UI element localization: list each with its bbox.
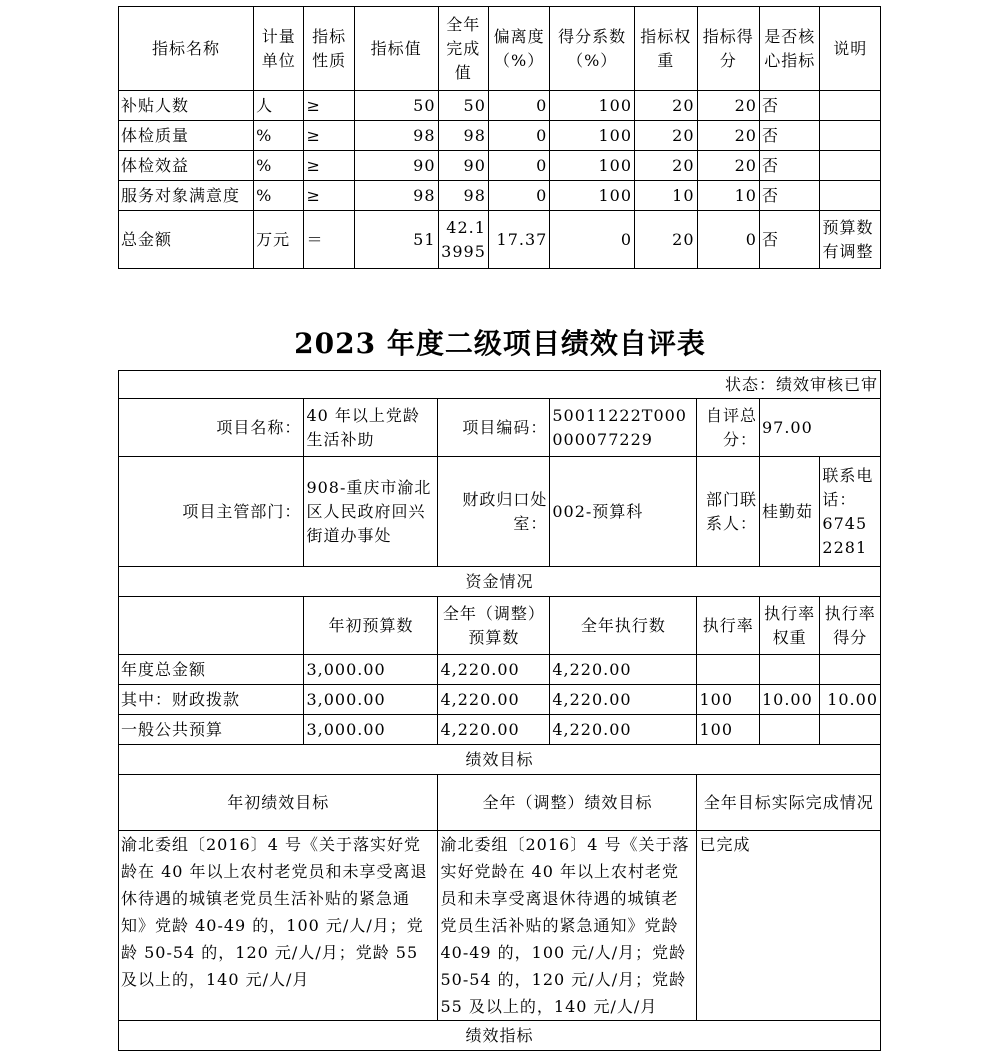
funds-header-row (119, 597, 881, 655)
goals-section-title: 绩效目标 (119, 745, 881, 775)
cell: 否 (759, 211, 819, 269)
cell: 98 (438, 121, 488, 151)
cell: 3,000.00 (304, 655, 438, 685)
department-row (119, 457, 881, 567)
cell: 42.13995 (438, 211, 488, 269)
table-row (119, 121, 881, 151)
cell: 4,220.00 (550, 685, 697, 715)
header-initial-budget: 年初预算数 (304, 597, 438, 655)
cell: 98 (438, 181, 488, 211)
project-name-value: 40 年以上党龄生活补助 (304, 399, 438, 457)
cell: 4,220.00 (438, 685, 550, 715)
cell: ≥ (304, 121, 354, 151)
cell: % (254, 181, 304, 211)
cell: 100 (550, 181, 635, 211)
page-title: 2023 年度二级项目绩效自评表 (294, 327, 706, 360)
table-row (119, 211, 881, 269)
header-coefficient: 得分系数（%） (550, 7, 635, 91)
initial-goal-text: 渝北委组〔2016〕4 号《关于落实好党龄在 40 年以上农村老党员和未享受离退休待遇的城镇老党员生活补贴的紧急通知》党龄 40-49 的，100 元/人/月；党龄 50-54 的，120 元/人/月；党龄 55 及以上的，140 元/人/月 (119, 831, 438, 1021)
score-label: 自评总分： (697, 399, 759, 457)
cell: 100 (550, 121, 635, 151)
header-note: 说明 (820, 7, 881, 91)
phone-value (820, 457, 881, 567)
cell: 4,220.00 (550, 655, 697, 685)
cell: 预算数有调整 (820, 211, 881, 269)
cell: 服务对象满意度 (119, 181, 254, 211)
cell (697, 655, 759, 685)
cell: 20 (635, 91, 697, 121)
cell: 100 (697, 685, 759, 715)
contact-label: 部门联系人： (697, 457, 759, 567)
cell: ≥ (304, 91, 354, 121)
table-row (119, 151, 881, 181)
goals-section-row (119, 745, 881, 775)
cell: 10 (697, 181, 759, 211)
cell: 100 (550, 91, 635, 121)
cell: 4,220.00 (550, 715, 697, 745)
office-value: 002-预算科 (550, 457, 697, 567)
cell: 3,000.00 (304, 685, 438, 715)
cell: ≥ (304, 181, 354, 211)
header-exec-rate: 执行率 (697, 597, 759, 655)
header-actual: 全年完成值 (438, 7, 488, 91)
cell: 0 (488, 121, 549, 151)
goals-header-row (119, 775, 881, 831)
header-adjusted-budget: 全年（调整）预算数 (438, 597, 550, 655)
cell: 100 (697, 715, 759, 745)
cell: ＝ (304, 211, 354, 269)
adjusted-goal-text: 渝北委组〔2016〕4 号《关于落实好党龄在 40 年以上农村老党员和未享受离退休待遇的城镇老党员生活补贴的紧急通知》党龄 40-49 的，100 元/人/月；党龄 50-54 的，120 元/人/月；党龄 55 及以上的，140 元/人/月 (438, 831, 697, 1021)
dept-value: 908-重庆市渝北区人民政府回兴街道办事处 (304, 457, 438, 567)
status-text: 状态：绩效审核已审 (119, 371, 881, 399)
header-indicator-name: 指标名称 (119, 7, 254, 91)
cell: 0 (488, 181, 549, 211)
cell: 20 (635, 211, 697, 269)
cell: 20 (697, 151, 759, 181)
cell: 20 (697, 91, 759, 121)
score-value: 97.00 (759, 399, 880, 457)
project-name-label: 项目名称： (119, 399, 304, 457)
status-row (119, 371, 881, 399)
header-exec-score: 执行率得分 (820, 597, 881, 655)
dept-label: 项目主管部门： (119, 457, 304, 567)
project-code-value: 50011222T000000077229 (550, 399, 697, 457)
cell: 51 (354, 211, 438, 269)
cell: 98 (354, 121, 438, 151)
cell: 一般公共预算 (119, 715, 304, 745)
cell: 3,000.00 (304, 715, 438, 745)
header-value: 指标值 (354, 7, 438, 91)
cell (759, 715, 819, 745)
cell: 4,220.00 (438, 655, 550, 685)
header-exec-weight: 执行率权重 (759, 597, 819, 655)
cell: 17.37 (488, 211, 549, 269)
header-unit: 计量单位 (254, 7, 304, 91)
phone-number: 67452281 (822, 513, 868, 557)
header-adjusted-goal: 全年（调整）绩效目标 (438, 775, 697, 831)
header-executed: 全年执行数 (550, 597, 697, 655)
cell: 否 (759, 181, 819, 211)
header-initial-goal: 年初绩效目标 (119, 775, 438, 831)
funds-section-row (119, 567, 881, 597)
actual-completion-text: 已完成 (697, 831, 881, 1021)
header-weight: 指标权重 (635, 7, 697, 91)
header-nature: 指标性质 (304, 7, 354, 91)
cell: 体检效益 (119, 151, 254, 181)
header-core: 是否核心指标 (759, 7, 819, 91)
indicators-section-title: 绩效指标 (119, 1021, 881, 1051)
cell: 否 (759, 121, 819, 151)
table-row (119, 181, 881, 211)
cell (759, 655, 819, 685)
cell: 0 (488, 151, 549, 181)
header-score: 指标得分 (697, 7, 759, 91)
cell (820, 655, 881, 685)
cell: 10.00 (759, 685, 819, 715)
cell (820, 715, 881, 745)
cell (820, 121, 881, 151)
goals-content-row (119, 831, 881, 1021)
cell: 90 (438, 151, 488, 181)
cell: 98 (354, 181, 438, 211)
funds-header-blank (119, 597, 304, 655)
cell: 10 (635, 181, 697, 211)
cell: 20 (635, 151, 697, 181)
cell: 0 (488, 91, 549, 121)
cell: 否 (759, 151, 819, 181)
cell: 其中：财政拨款 (119, 685, 304, 715)
indicator-header-row (119, 7, 881, 91)
cell: 年度总金额 (119, 655, 304, 685)
header-deviation: 偏离度（%） (488, 7, 549, 91)
office-label: 财政归口处室： (438, 457, 550, 567)
indicators-section-row (119, 1021, 881, 1051)
self-evaluation-table (118, 370, 881, 1051)
header-actual-completion: 全年目标实际完成情况 (697, 775, 881, 831)
cell: 10.00 (820, 685, 881, 715)
cell: 50 (354, 91, 438, 121)
table-row (119, 655, 881, 685)
table-row (119, 91, 881, 121)
cell: 90 (354, 151, 438, 181)
cell: 4,220.00 (438, 715, 550, 745)
indicator-table (118, 6, 881, 269)
cell: 20 (635, 121, 697, 151)
cell: 0 (697, 211, 759, 269)
project-code-label: 项目编码： (438, 399, 550, 457)
cell: 万元 (254, 211, 304, 269)
cell: 0 (550, 211, 635, 269)
cell: 否 (759, 91, 819, 121)
cell (820, 91, 881, 121)
phone-label: 联系电话： (822, 465, 874, 509)
cell: % (254, 121, 304, 151)
cell: 100 (550, 151, 635, 181)
table-row (119, 715, 881, 745)
cell: 人 (254, 91, 304, 121)
cell: 补贴人数 (119, 91, 254, 121)
cell: 体检质量 (119, 121, 254, 151)
cell: 50 (438, 91, 488, 121)
table-row (119, 685, 881, 715)
cell: % (254, 151, 304, 181)
cell: ≥ (304, 151, 354, 181)
cell (820, 151, 881, 181)
funds-section-title: 资金情况 (119, 567, 881, 597)
project-row (119, 399, 881, 457)
contact-value: 桂勤茹 (759, 457, 819, 567)
cell: 总金额 (119, 211, 254, 269)
cell (820, 181, 881, 211)
cell: 20 (697, 121, 759, 151)
